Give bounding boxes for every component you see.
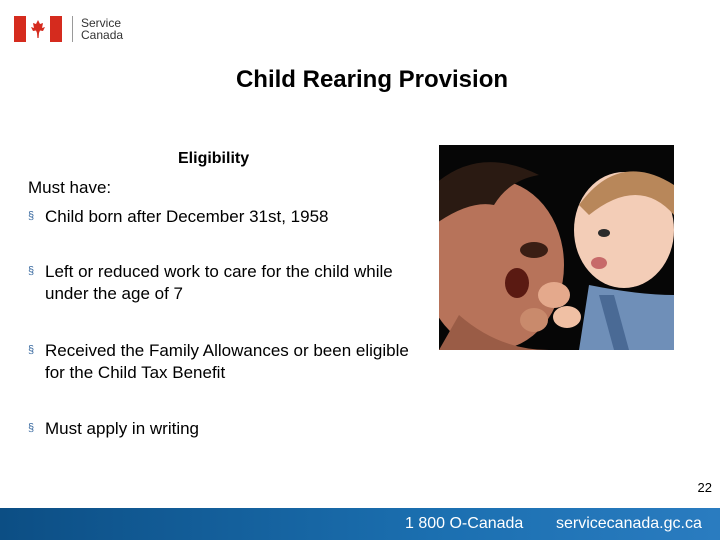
canada-flag-icon — [14, 16, 62, 42]
bullet-item — [28, 418, 445, 440]
service-canada-logo — [14, 16, 123, 42]
footer-bar — [0, 508, 720, 540]
section-subtitle: Eligibility — [178, 150, 250, 167]
footer-website[interactable]: servicecanada.gc.ca — [556, 515, 702, 532]
bullet-item — [28, 261, 415, 305]
slide-title: Child Rearing Provision — [235, 66, 509, 93]
bullet-text: Left or reduced work to care for the child while under the age of 7 — [45, 262, 393, 303]
father-baby-photo — [439, 145, 674, 350]
bullet-text: Must apply in writing — [45, 419, 200, 438]
bullet-item — [28, 340, 425, 384]
bullet-item — [28, 206, 445, 228]
logo-divider — [72, 16, 73, 42]
bullet-marker-icon: § — [28, 210, 35, 222]
bullet-marker-icon: § — [28, 265, 35, 277]
bullet-marker-icon: § — [28, 422, 35, 434]
logo-line-1: Service — [81, 16, 122, 30]
page-number: 22 — [697, 480, 712, 495]
intro-text: Must have: — [28, 178, 112, 197]
logo-line-2: Canada — [81, 28, 124, 42]
logo-wordmark — [81, 17, 123, 41]
bullet-marker-icon: § — [28, 344, 35, 356]
bullet-text: Received the Family Allowances or been eligible for the Child Tax Benefit — [45, 341, 409, 382]
photo-illustration — [439, 145, 674, 350]
footer-phone: 1 800 O-Canada — [405, 515, 524, 532]
bullet-text: Child born after December 31st, 1958 — [45, 207, 329, 226]
